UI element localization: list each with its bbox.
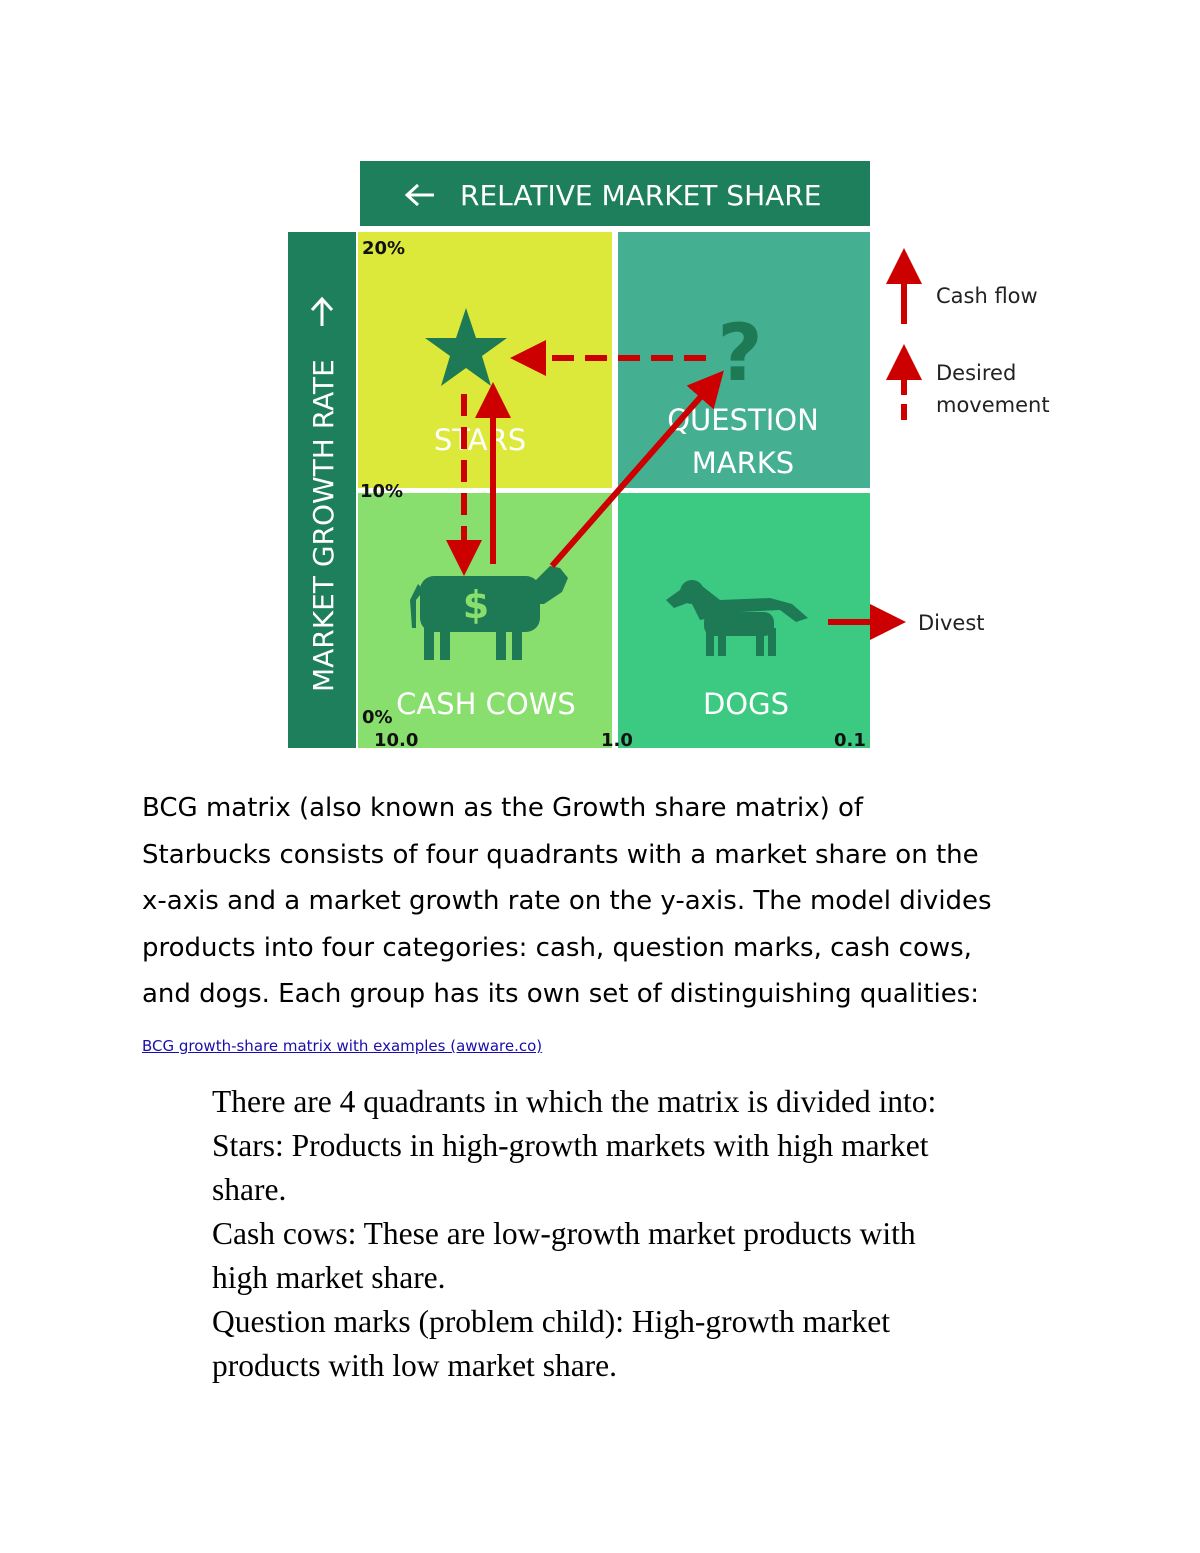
source-link[interactable]: BCG growth-share matrix with examples (awware.co) <box>142 1037 543 1055</box>
stars-label: STARS <box>433 423 527 457</box>
notes-line: There are 4 quadrants in which the matrix is divided into: <box>212 1084 937 1119</box>
relative-market-share-label: RELATIVE MARKET SHARE <box>460 179 822 212</box>
paragraph-line: x-axis and a market growth rate on the y-axis. The model divides <box>142 886 992 916</box>
y-tick-10: 10% <box>360 481 404 502</box>
question-marks-label-line2: MARKS <box>691 446 795 480</box>
notes-line: products with low market share. <box>212 1348 618 1383</box>
notes-line: high market share. <box>212 1260 446 1295</box>
y-tick-20: 20% <box>362 238 406 259</box>
notes-line: Question marks (problem child): High-growth market <box>212 1304 890 1339</box>
notes-line: Stars: Products in high-growth markets with high market <box>212 1128 929 1163</box>
dollar-icon: $ <box>462 583 490 627</box>
bcg-matrix-figure <box>0 0 1200 760</box>
cash-cows-label: CASH COWS <box>396 687 576 721</box>
x-tick-01: 0.1 <box>834 730 866 751</box>
x-tick-1: 1.0 <box>601 730 633 751</box>
notes-line: Cash cows: These are low-growth market products with <box>212 1216 916 1251</box>
paragraph-line: BCG matrix (also known as the Growth share matrix) of <box>142 793 864 823</box>
paragraph-line: products into four categories: cash, question marks, cash cows, <box>142 932 972 963</box>
paragraph-line: Starbucks consists of four quadrants with a market share on the <box>142 839 979 870</box>
dogs-label: DOGS <box>702 687 790 721</box>
y-tick-0: 0% <box>362 707 393 728</box>
desired-movement-legend-label-1: Desired <box>936 361 1017 385</box>
question-mark-icon: ? <box>717 309 763 399</box>
notes-line: share. <box>212 1172 287 1207</box>
question-marks-label-line1: QUESTION <box>667 403 819 437</box>
market-growth-rate-label: MARKET GROWTH RATE <box>307 359 340 692</box>
paragraph-line: and dogs. Each group has its own set of distinguishing qualities: <box>142 979 979 1009</box>
desired-movement-legend-label-2: movement <box>936 393 1050 417</box>
description-paragraph <box>142 785 1082 1018</box>
divest-label: Divest <box>918 611 985 635</box>
quadrant-notes <box>212 1080 1112 1388</box>
x-tick-10: 10.0 <box>374 730 419 751</box>
cash-flow-legend-label: Cash flow <box>936 284 1038 308</box>
